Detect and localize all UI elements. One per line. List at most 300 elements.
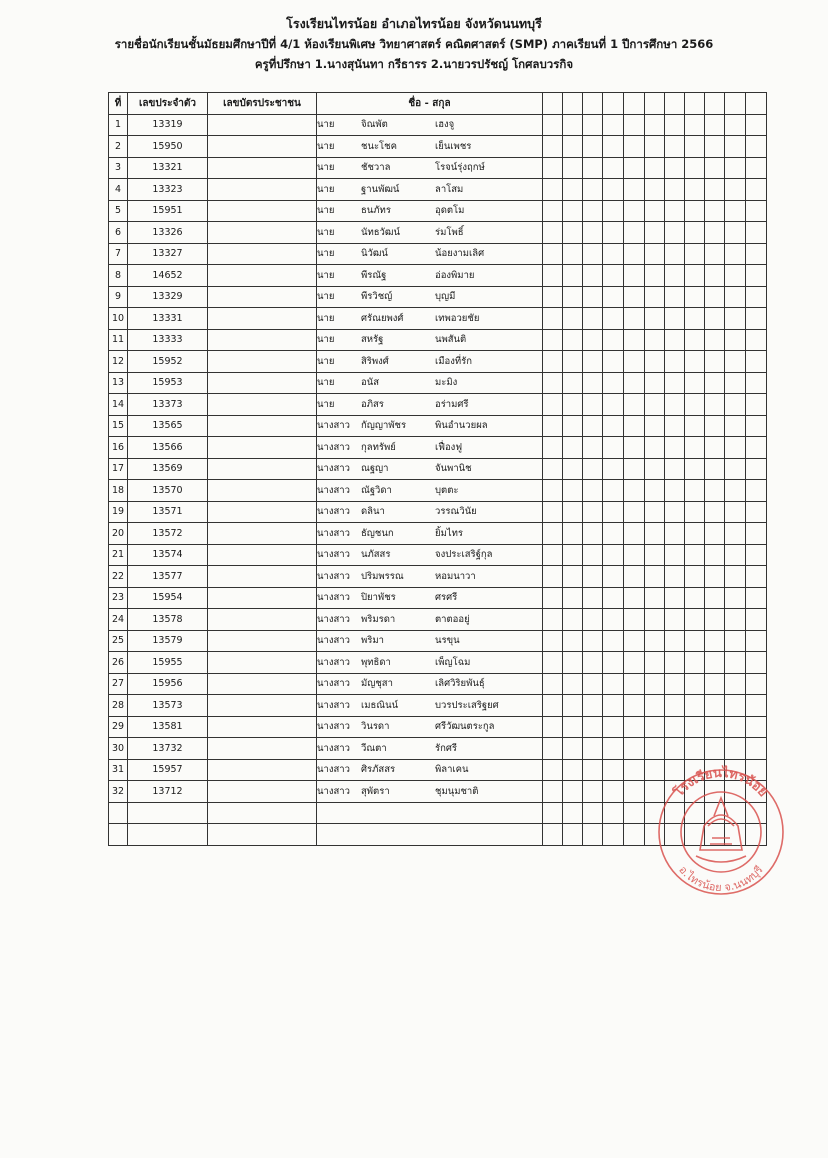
national-id-cell	[208, 136, 317, 158]
blank-cell	[543, 351, 563, 373]
name-prefix: นางสาว	[317, 613, 350, 625]
student-id-cell: 13329	[128, 286, 208, 308]
blank-cell	[543, 587, 563, 609]
blank-cell	[645, 200, 665, 222]
national-id-cell	[208, 759, 317, 781]
last-name: อ่องพิมาย	[435, 269, 475, 281]
header-name: ชื่อ - สกุล	[317, 93, 543, 115]
student-id-cell: 13373	[128, 394, 208, 416]
name-cell	[317, 501, 543, 523]
blank-cell	[645, 480, 665, 502]
blank-cell	[705, 136, 725, 158]
blank-cell	[665, 372, 685, 394]
blank-cell	[543, 802, 563, 824]
blank-cell	[705, 157, 725, 179]
blank-cell	[563, 566, 583, 588]
student-id-cell: 13571	[128, 501, 208, 523]
blank-cell	[563, 587, 583, 609]
blank-cell	[645, 630, 665, 652]
blank-cell	[645, 286, 665, 308]
student-id-cell: 13326	[128, 222, 208, 244]
national-id-cell	[208, 738, 317, 760]
student-id-cell: 13331	[128, 308, 208, 330]
blank-cell	[563, 329, 583, 351]
student-id-cell: 13321	[128, 157, 208, 179]
student-id-cell: 13712	[128, 781, 208, 803]
blank-cell	[603, 351, 624, 373]
name-cell	[317, 265, 543, 287]
blank-cell	[725, 265, 746, 287]
student-id-cell: 15953	[128, 372, 208, 394]
class-title: รายชื่อนักเรียนชั้นมัธยมศึกษาปีที่ 4/1 ห้องเรียนพิเศษ วิทยาศาสตร์ คณิตศาสตร์ (SMP) ภาคเรียนที่ 1 ปีการศึกษา 2566	[114, 37, 714, 51]
table-row	[109, 114, 767, 136]
blank-cell	[685, 243, 705, 265]
blank-cell	[624, 351, 645, 373]
blank-cell	[624, 179, 645, 201]
name-cell	[317, 759, 543, 781]
blank-cell	[624, 480, 645, 502]
table-row	[109, 394, 767, 416]
table-row	[109, 179, 767, 201]
blank-cell	[725, 286, 746, 308]
student-id-cell: 15950	[128, 136, 208, 158]
student-id-cell: 15955	[128, 652, 208, 674]
blank-cell	[746, 394, 767, 416]
first-name: ดลินา	[361, 506, 385, 518]
blank-cell	[543, 695, 563, 717]
table-row	[109, 652, 767, 674]
student-id-cell: 13732	[128, 738, 208, 760]
first-name: พีรวิชญ์	[361, 291, 393, 303]
row-number: 9	[109, 286, 128, 308]
blank-cell	[665, 329, 685, 351]
last-name: ลาโสม	[435, 183, 464, 195]
national-id-cell	[208, 652, 317, 674]
blank-cell	[685, 587, 705, 609]
name-prefix: นางสาว	[317, 463, 350, 475]
blank-cell	[705, 523, 725, 545]
blank-cell	[543, 652, 563, 674]
row-number: 22	[109, 566, 128, 588]
blank-cell	[603, 716, 624, 738]
name-cell	[317, 458, 543, 480]
blank-cell	[705, 652, 725, 674]
blank-cell	[317, 802, 543, 824]
blank-cell	[645, 329, 665, 351]
blank-cell	[624, 501, 645, 523]
last-name: โรจน์รุ่งฤกษ์	[435, 162, 485, 174]
last-name: บุตตะ	[435, 484, 459, 496]
last-name: เฟื่องฟู	[435, 441, 463, 453]
blank-cell	[746, 157, 767, 179]
name-prefix: นางสาว	[317, 785, 350, 797]
blank-cell	[645, 695, 665, 717]
name-cell	[317, 695, 543, 717]
blank-cell	[725, 695, 746, 717]
row-number: 16	[109, 437, 128, 459]
last-name: หอมนาวา	[435, 570, 476, 582]
blank-cell	[603, 781, 624, 803]
student-id-cell: 13570	[128, 480, 208, 502]
blank-cell	[543, 415, 563, 437]
name-prefix: นาย	[317, 205, 335, 217]
national-id-cell	[208, 286, 317, 308]
blank-cell	[746, 308, 767, 330]
name-prefix: นางสาว	[317, 656, 350, 668]
blank-cell	[685, 501, 705, 523]
blank-cell	[543, 157, 563, 179]
row-number: 31	[109, 759, 128, 781]
blank-header	[543, 93, 563, 115]
student-id-cell: 13319	[128, 114, 208, 136]
table-row	[109, 673, 767, 695]
blank-cell	[705, 394, 725, 416]
last-name: ร่มโพธิ์	[435, 226, 464, 238]
national-id-cell	[208, 200, 317, 222]
document-header	[0, 14, 828, 74]
national-id-cell	[208, 394, 317, 416]
blank-cell	[583, 695, 603, 717]
blank-cell	[725, 179, 746, 201]
blank-cell	[685, 286, 705, 308]
first-name: สิริพงศ์	[361, 355, 389, 367]
table-row	[109, 200, 767, 222]
name-prefix: นาย	[317, 119, 335, 131]
blank-cell	[685, 480, 705, 502]
blank-cell	[746, 136, 767, 158]
blank-cell	[746, 329, 767, 351]
row-number: 11	[109, 329, 128, 351]
blank-cell	[725, 480, 746, 502]
blank-cell	[685, 265, 705, 287]
name-prefix: นาย	[317, 312, 335, 324]
table-row	[109, 695, 767, 717]
blank-cell	[685, 329, 705, 351]
student-id-cell: 13574	[128, 544, 208, 566]
blank-cell	[543, 265, 563, 287]
last-name: อุดตโม	[435, 205, 465, 217]
blank-cell	[603, 179, 624, 201]
student-id-cell: 13327	[128, 243, 208, 265]
name-prefix: นาย	[317, 269, 335, 281]
table-row	[109, 157, 767, 179]
national-id-cell	[208, 372, 317, 394]
row-number: 14	[109, 394, 128, 416]
blank-cell	[665, 673, 685, 695]
row-number: 10	[109, 308, 128, 330]
blank-cell	[603, 609, 624, 631]
blank-cell	[543, 630, 563, 652]
name-cell	[317, 415, 543, 437]
blank-cell	[624, 372, 645, 394]
blank-cell	[725, 566, 746, 588]
first-name: วินรดา	[361, 721, 390, 733]
blank-cell	[705, 308, 725, 330]
blank-cell	[665, 544, 685, 566]
national-id-cell	[208, 308, 317, 330]
blank-cell	[603, 802, 624, 824]
blank-cell	[583, 351, 603, 373]
name-cell	[317, 673, 543, 695]
national-id-cell	[208, 222, 317, 244]
blank-cell	[685, 673, 705, 695]
blank-cell	[603, 308, 624, 330]
blank-cell	[725, 437, 746, 459]
name-cell	[317, 480, 543, 502]
blank-cell	[624, 437, 645, 459]
blank-cell	[705, 222, 725, 244]
blank-cell	[685, 308, 705, 330]
blank-cell	[563, 437, 583, 459]
blank-cell	[563, 630, 583, 652]
blank-cell	[543, 738, 563, 760]
first-name: อภิสร	[361, 398, 384, 410]
blank-cell	[705, 673, 725, 695]
table-row	[109, 243, 767, 265]
blank-cell	[563, 222, 583, 244]
name-cell	[317, 566, 543, 588]
blank-cell	[563, 523, 583, 545]
first-name: ศรัณยพงศ์	[361, 312, 404, 324]
table-row	[109, 329, 767, 351]
blank-cell	[583, 308, 603, 330]
blank-cell	[583, 329, 603, 351]
name-prefix: นาย	[317, 162, 335, 174]
name-cell	[317, 136, 543, 158]
blank-cell	[543, 458, 563, 480]
first-name: นภัสสร	[361, 549, 391, 561]
blank-cell	[725, 458, 746, 480]
first-name: พีรณัฐ	[361, 269, 387, 281]
last-name: บวรประเสริฐยศ	[435, 699, 499, 711]
row-number: 32	[109, 781, 128, 803]
blank-cell	[685, 458, 705, 480]
blank-cell	[725, 372, 746, 394]
blank-cell	[563, 458, 583, 480]
table-row	[109, 609, 767, 631]
name-prefix: นาย	[317, 355, 335, 367]
name-cell	[317, 394, 543, 416]
student-id-cell: 13581	[128, 716, 208, 738]
blank-cell	[685, 136, 705, 158]
blank-cell	[746, 480, 767, 502]
blank-cell	[563, 372, 583, 394]
national-id-cell	[208, 630, 317, 652]
blank-cell	[725, 308, 746, 330]
first-name: จิณพัต	[361, 119, 388, 131]
first-name: กัญญาพัชร	[361, 420, 407, 432]
table-row	[109, 286, 767, 308]
last-name: ยิ้มไทร	[435, 527, 463, 539]
first-name: ชัชวาล	[361, 162, 391, 174]
last-name: อร่ามศรี	[435, 398, 469, 410]
blank-cell	[665, 222, 685, 244]
blank-cell	[665, 695, 685, 717]
first-name: ปริมพรรณ	[361, 570, 404, 582]
blank-cell	[665, 308, 685, 330]
seal-top-text: โรงเรียนไทรน้อย	[671, 765, 771, 801]
blank-cell	[645, 308, 665, 330]
name-cell	[317, 243, 543, 265]
first-name: ฐานพัฒน์	[361, 183, 400, 195]
last-name: จันพานิช	[435, 463, 472, 475]
national-id-cell	[208, 179, 317, 201]
name-prefix: นาย	[317, 140, 335, 152]
blank-cell	[746, 566, 767, 588]
name-cell	[317, 200, 543, 222]
last-name: เฮงจู	[435, 119, 455, 131]
last-name: จงประเสริฐ์กุล	[435, 549, 493, 561]
last-name: ศรศรี	[435, 592, 458, 604]
blank-cell	[705, 265, 725, 287]
blank-cell	[624, 157, 645, 179]
blank-cell	[109, 802, 128, 824]
table-row	[109, 372, 767, 394]
blank-cell	[705, 587, 725, 609]
blank-cell	[665, 286, 685, 308]
blank-cell	[563, 824, 583, 846]
row-number: 27	[109, 673, 128, 695]
blank-cell	[543, 759, 563, 781]
blank-cell	[645, 673, 665, 695]
blank-cell	[665, 114, 685, 136]
blank-cell	[705, 458, 725, 480]
national-id-cell	[208, 458, 317, 480]
blank-cell	[665, 523, 685, 545]
blank-cell	[725, 157, 746, 179]
blank-cell	[583, 738, 603, 760]
blank-cell	[725, 200, 746, 222]
blank-cell	[563, 716, 583, 738]
school-seal-stamp	[656, 746, 786, 916]
first-name: พริมา	[361, 635, 384, 647]
blank-header	[746, 93, 767, 115]
blank-cell	[583, 759, 603, 781]
blank-cell	[746, 286, 767, 308]
first-name: เมธณินน์	[361, 699, 399, 711]
first-name: สุพัตรา	[361, 785, 390, 797]
blank-cell	[746, 200, 767, 222]
name-prefix: นาย	[317, 291, 335, 303]
name-prefix: นางสาว	[317, 635, 350, 647]
table-header-row	[109, 93, 767, 115]
blank-cell	[583, 437, 603, 459]
blank-cell	[543, 179, 563, 201]
header-national-id: เลขบัตรประชาชน	[208, 93, 317, 115]
first-name: กุลทรัพย์	[361, 441, 396, 453]
row-number: 15	[109, 415, 128, 437]
national-id-cell	[208, 329, 317, 351]
blank-cell	[603, 394, 624, 416]
table-row	[109, 523, 767, 545]
last-name: น้อยงามเลิศ	[435, 248, 485, 260]
blank-cell	[603, 157, 624, 179]
blank-cell	[665, 630, 685, 652]
blank-cell	[685, 179, 705, 201]
blank-cell	[705, 200, 725, 222]
blank-cell	[746, 222, 767, 244]
blank-cell	[624, 523, 645, 545]
blank-cell	[583, 802, 603, 824]
blank-cell	[543, 566, 563, 588]
blank-cell	[128, 824, 208, 846]
blank-cell	[746, 695, 767, 717]
blank-cell	[645, 609, 665, 631]
blank-cell	[685, 415, 705, 437]
blank-cell	[746, 652, 767, 674]
blank-cell	[583, 781, 603, 803]
national-id-cell	[208, 114, 317, 136]
blank-cell	[685, 523, 705, 545]
row-number: 18	[109, 480, 128, 502]
blank-cell	[645, 136, 665, 158]
name-cell	[317, 630, 543, 652]
blank-cell	[645, 372, 665, 394]
blank-cell	[705, 372, 725, 394]
blank-cell	[645, 544, 665, 566]
blank-cell	[725, 243, 746, 265]
row-number: 20	[109, 523, 128, 545]
table-row	[109, 437, 767, 459]
blank-cell	[603, 544, 624, 566]
blank-cell	[583, 523, 603, 545]
blank-cell	[603, 480, 624, 502]
table-row	[109, 222, 767, 244]
table-row	[109, 501, 767, 523]
national-id-cell	[208, 609, 317, 631]
blank-cell	[746, 458, 767, 480]
first-name: อนัส	[361, 377, 379, 389]
table-row	[109, 630, 767, 652]
name-cell	[317, 738, 543, 760]
blank-cell	[725, 544, 746, 566]
student-id-cell: 15957	[128, 759, 208, 781]
name-prefix: นางสาว	[317, 484, 350, 496]
blank-cell	[583, 243, 603, 265]
roster-body	[109, 114, 767, 845]
blank-cell	[725, 630, 746, 652]
blank-cell	[645, 351, 665, 373]
blank-cell	[583, 824, 603, 846]
row-number: 23	[109, 587, 128, 609]
blank-cell	[746, 372, 767, 394]
first-name: ปิยาพัชร	[361, 592, 396, 604]
student-id-cell: 13323	[128, 179, 208, 201]
blank-cell	[665, 480, 685, 502]
blank-cell	[705, 695, 725, 717]
national-id-cell	[208, 716, 317, 738]
blank-cell	[624, 329, 645, 351]
last-name: เย็นเพชร	[435, 140, 472, 152]
national-id-cell	[208, 673, 317, 695]
name-cell	[317, 222, 543, 244]
name-cell	[317, 437, 543, 459]
blank-cell	[603, 587, 624, 609]
student-id-cell: 13573	[128, 695, 208, 717]
blank-cell	[624, 544, 645, 566]
blank-cell	[603, 738, 624, 760]
blank-cell	[705, 716, 725, 738]
blank-cell	[603, 243, 624, 265]
blank-cell	[645, 114, 665, 136]
blank-cell	[645, 394, 665, 416]
blank-cell	[109, 824, 128, 846]
row-number: 13	[109, 372, 128, 394]
blank-cell	[583, 372, 603, 394]
blank-cell	[746, 415, 767, 437]
blank-cell	[563, 673, 583, 695]
name-prefix: นางสาว	[317, 764, 350, 776]
